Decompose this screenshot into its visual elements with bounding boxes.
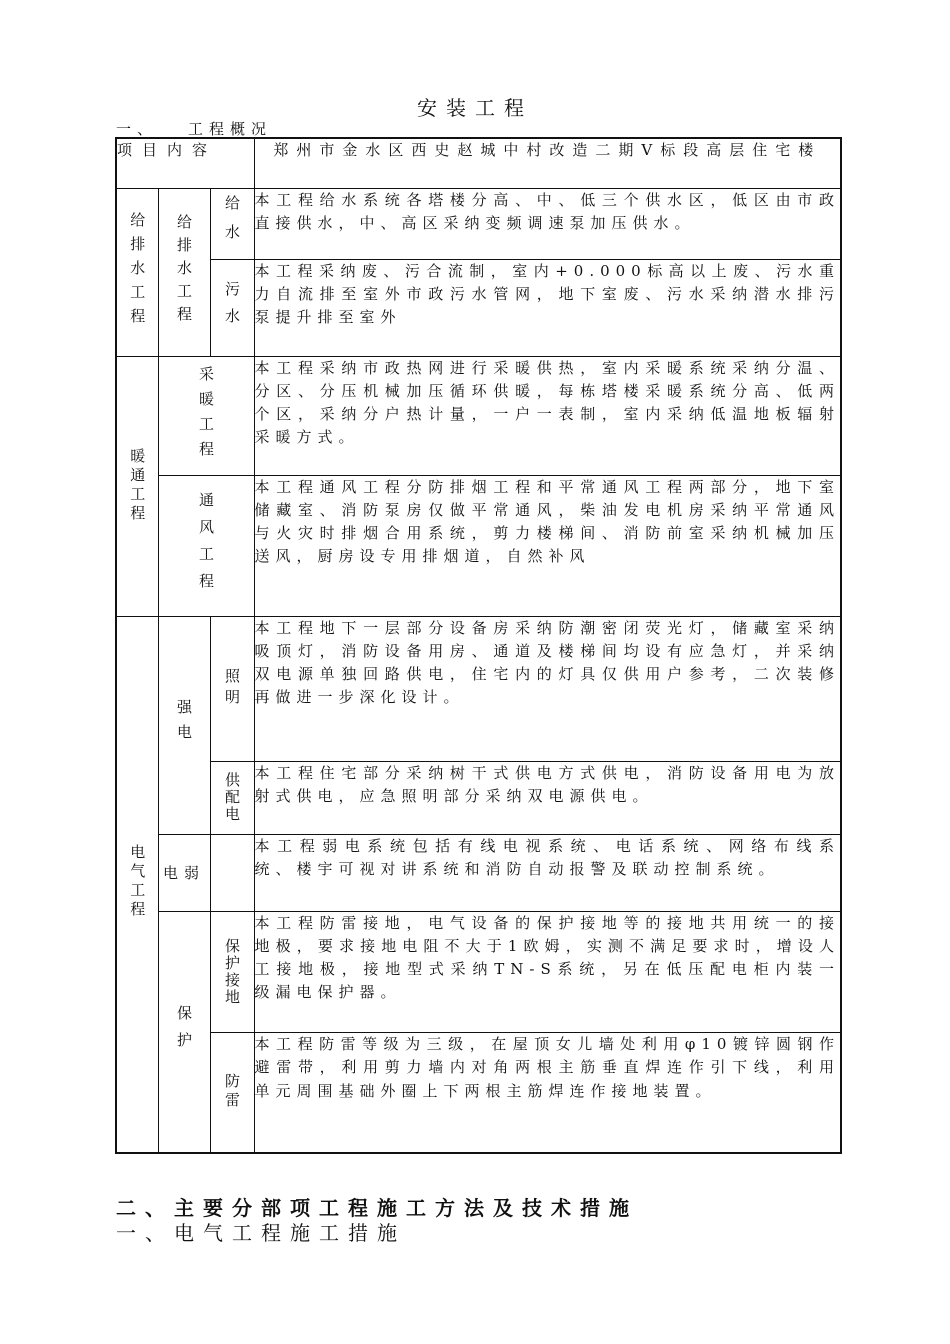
heating-label: 采暖工程 [197,365,216,466]
supply-label: 给水 [223,194,242,253]
strong-label-cell [158,616,210,834]
section-1-title: 工程概况 [188,120,273,138]
lighting-label: 照明 [223,667,242,710]
lightning-label: 防雷 [223,1073,242,1111]
drain-label: 污水 [223,280,242,335]
header-project-name: 郑州市金水区西史赵城中村改造二期V标段高层住宅楼 [254,138,841,188]
lightning-description: 本工程防雷等级为三级，在屋顶女儿墙处利用φ10镀锌圆钢作避雷带，利用剪力墙内对角两根主筋垂直焊连作引下线，利用单元周围基础外圈上下两根主筋焊连作接地装置。 [254,1033,841,1153]
plumbing-category: 给排水工程 [128,211,147,332]
supply-label-cell [210,188,254,259]
plumbing-category-cell [116,188,158,356]
section-2-heading: 二、主要分部项工程施工方法及技术措施 [116,1196,638,1220]
weak-label: 电弱 [162,863,205,882]
electrical-category: 电气工程 [128,843,147,920]
header-label: 项目内容 [116,138,254,188]
heating-label-cell [158,356,254,475]
protect-label: 保护 [175,1004,193,1059]
vent-description: 本工程通风工程分防排烟工程和平常通风工程两部分，地下室储藏室、消防泵房仅做平常通风，柴油发电机房采纳平常通风与火灾时排烟合用系统，剪力楼梯间、消防前室采纳机械加压送风，厨房设专用排烟道，自然补风 [254,475,841,616]
power-description: 本工程住宅部分采纳树干式供电方式供电，消防设备用电为放射式供电，应急照明部分采纳双电源供电。 [254,761,841,834]
section-1-number: 一、 [116,120,159,138]
lighting-label-cell [210,616,254,761]
plumbing-sub: 给排水工程 [175,214,193,329]
strong-label: 强电 [175,698,193,749]
power-label: 供配电 [223,772,242,823]
grounding-label-cell [210,911,254,1033]
power-label-cell [210,761,254,834]
supply-description: 本工程给水系统各塔楼分高、中、低三个供水区，低区由市政直接供水，中、高区采纳变频调速泵加压供水。 [254,188,841,259]
weak-label-cell [158,834,210,911]
vent-label: 通风工程 [197,491,216,600]
electrical-category-cell [116,616,158,1153]
weak-empty-cell [210,834,254,911]
grounding-label: 保护接地 [223,937,242,1006]
project-overview-table [115,137,842,1154]
lighting-description: 本工程地下一层部分设备房采纳防潮密闭荧光灯，储藏室采纳吸顶灯，消防设备用房、通道及楼梯间均设有应急灯，并采纳双电源单独回路供电，住宅内的灯具仅供用户参考，二次装修再做进一步深化设计。 [254,616,841,761]
protect-label-cell [158,911,210,1153]
drain-description: 本工程采纳废、污合流制，室内+0.000标高以上废、污水重力自流排至室外市政污水管网，地下室废、污水采纳潜水排污泵提升排至室外 [254,259,841,356]
lightning-label-cell [210,1033,254,1153]
drain-label-cell [210,259,254,356]
grounding-description: 本工程防雷接地，电气设备的保护接地等的接地共用统一的接地极，要求接地电阻不大于1欧姆，实测不满足要求时，增设人工接地极，接地型式采纳TN-S系统，另在低压配电柜内装一级漏电保护器。 [254,911,841,1033]
document-title: 安装工程 [417,96,533,120]
hvac-category-cell [116,356,158,616]
weak-description: 本工程弱电系统包括有线电视系统、电话系统、网络布线系统、楼宇可视对讲系统和消防自动报警及联动控制系统。 [254,834,841,911]
plumbing-sub-cell [158,188,210,356]
section-3-heading: 一、电气工程施工措施 [116,1221,406,1245]
vent-label-cell [158,475,254,616]
section-1-heading [116,118,272,139]
heating-description: 本工程采纳市政热网进行采暖供热，室内采暖系统采纳分温、分区、分压机械加压循环供暖，每栋塔楼采暖系统分高、低两个区，采纳分户热计量，一户一表制，室内采纳低温地板辐射采暖方式。 [254,356,841,475]
hvac-category: 暖通工程 [128,447,147,524]
